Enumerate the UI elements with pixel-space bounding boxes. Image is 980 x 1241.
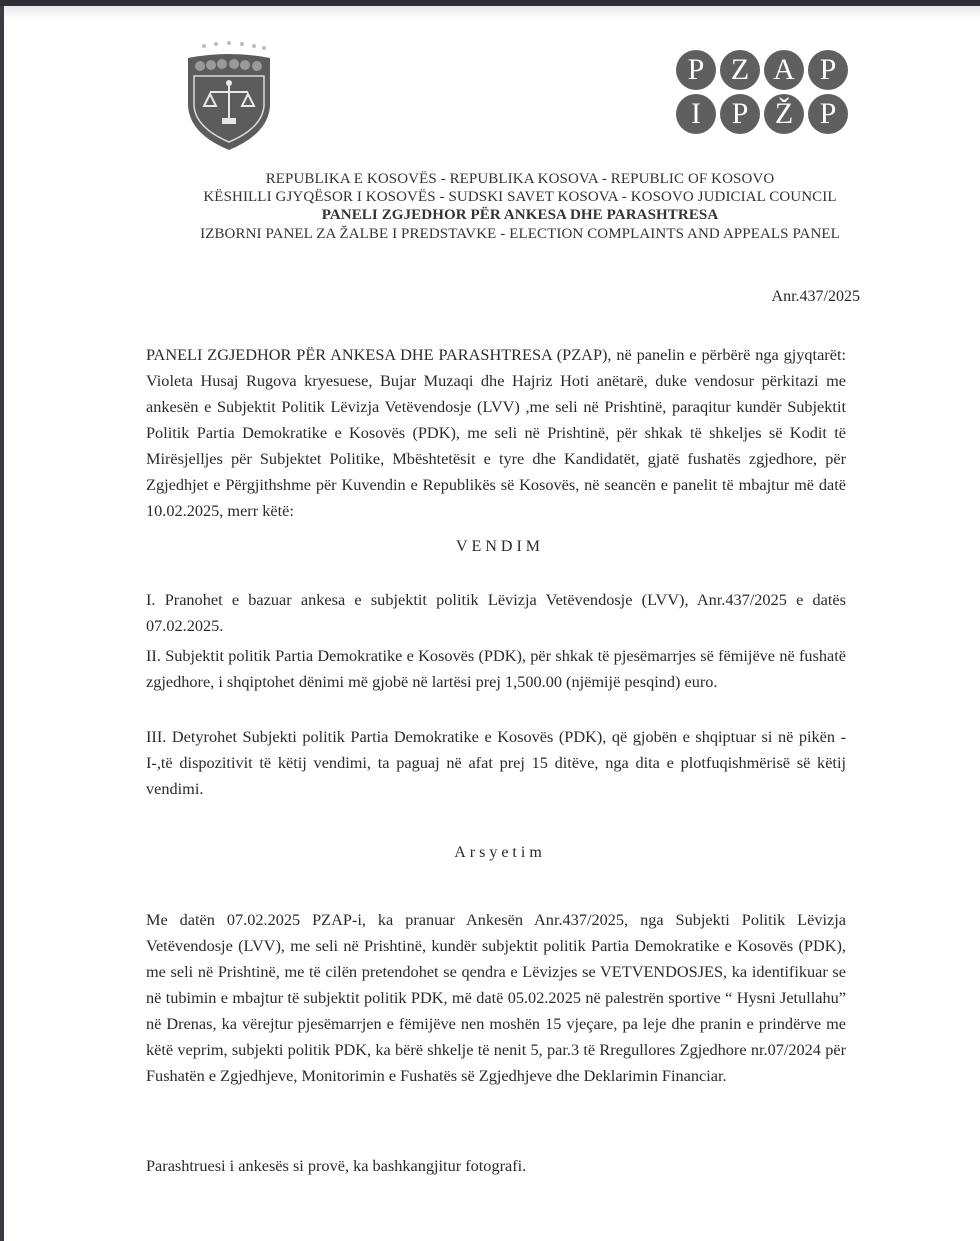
pzap-logo-letter: P [676, 50, 716, 90]
header-panel-name-translations: IZBORNI PANEL ZA ŽALBE I PREDSTAVKE - ELECTION COMPLAINTS AND APPEALS PANEL [200, 226, 840, 242]
pzap-logo-letter: P [808, 50, 848, 90]
header-panel-name: PANELI ZGJEDHOR PËR ANKESA DHE PARASHTRESA [321, 207, 719, 223]
case-number: Anr.437/2025 [771, 288, 860, 305]
judicial-council-emblem-icon [182, 36, 276, 154]
decision-item-3: III. Detyrohet Subjekti politik Partia Demokratike e Kosovës (PDK), që gjobën e shqiptuar si në pikën -I-,të dispozitivit të këtij vendimi, ta paguaj në afat prej 15 ditëve, nga dita e plotfuqishmërisë së këtij vendimi. [146, 727, 846, 798]
header-judicial-council: KËSHILLI GJYQËSOR I KOSOVËS - SUDSKI SAVET KOSOVA - KOSOVO JUDICIAL COUNCIL [203, 189, 837, 205]
ipzp-logo-letter: P [808, 94, 848, 134]
pzap-logo-letter: Z [720, 50, 760, 90]
decision-item-2: II. Subjektit politik Partia Demokratike e Kosovës (PDK), për shkak të pjesëmarrjes së fëmijëve në fushatë zgjedhore, i shqiptohet dënimi më gjobë në lartësi prej 1,500.00 (njëmijë pesqind) euro. [146, 646, 846, 691]
evidence-paragraph: Parashtruesi i ankesës si provë, ka bashkangjitur fotografi. [146, 1156, 527, 1175]
ipzp-logo-letter: P [720, 94, 760, 134]
pzap-logo [676, 50, 856, 146]
ipzp-logo-letter: Ž [764, 94, 804, 134]
reasoning-paragraph: Me datën 07.02.2025 PZAP-i, ka pranuar Ankesën Anr.437/2025, nga Subjekti Politik Lëvizja Vetëvendosje (LVV), me seli në Prishtinë, kundër subjektit politik Partia Demokratike e Kosovës (PDK), me seli në Prishtinë, me të cilën pretendohet se qendra e Lëvizjes se VETVENDOSJES, ka identifikuar se në tubimin e mbajtur të subjektit politik PDK, më datë 05.02.2025 në palestrën sportive “ Hysni Jetullahu” në Drenas, ka vërejtur pjesëmarrjen e fëmijëve nen moshën 15 vjeçare, pa leje dhe pranin e prindërve me këtë veprim, subjekti politik PDK, ka bërë shkelje të nenit 5, par.3 të Rregullores Zgjedhore nr.07/2024 për Fushatën e Zgjedhjeve, Monitorimin e Fushatës së Zgjedhjeve dhe Deklarimin Financiar. [146, 910, 846, 1085]
header-republic: REPUBLIKA E KOSOVËS - REPUBLIKA KOSOVA - REPUBLIC OF KOSOVO [265, 171, 775, 187]
ipzp-logo-letter: I [676, 94, 716, 134]
decision-heading: VENDIM [456, 538, 544, 555]
reasoning-heading: Arsyetim [454, 844, 546, 861]
pzap-logo-letter: A [764, 50, 804, 90]
intro-paragraph: PANELI ZGJEDHOR PËR ANKESA DHE PARASHTRESA (PZAP), në panelin e përbërë nga gjyqtarët: Violeta Husaj Rugova kryesuese, Bujar Muzaqi dhe Hajriz Hoti anëtarë, duke vendosur përkitazi me ankesën e Subjektit Politik Lëvizja Vetëvendosje (LVV) ,me seli në Prishtinë, paraqitur kundër Subjektit Politik Partia Demokratike e Kosovës (PDK), me seli në Prishtinë, për shkak të shkeljes së Kodit të Mirësjelljes për Subjektet Politike, Mbështetësit e tyre dhe Kandidatët, gjatë fushatës zgjedhore, për Zgjedhjet e Përgjithshme për Kuvendin e Republikës së Kosovës, në seancën e panelit të mbajtur më datë 10.02.2025, merr këtë: [146, 345, 846, 520]
decision-item-1: I. Pranohet e bazuar ankesa e subjektit politik Lëvizja Vetëvendosje (LVV), Anr.437/2025 e datës 07.02.2025. [146, 590, 846, 635]
